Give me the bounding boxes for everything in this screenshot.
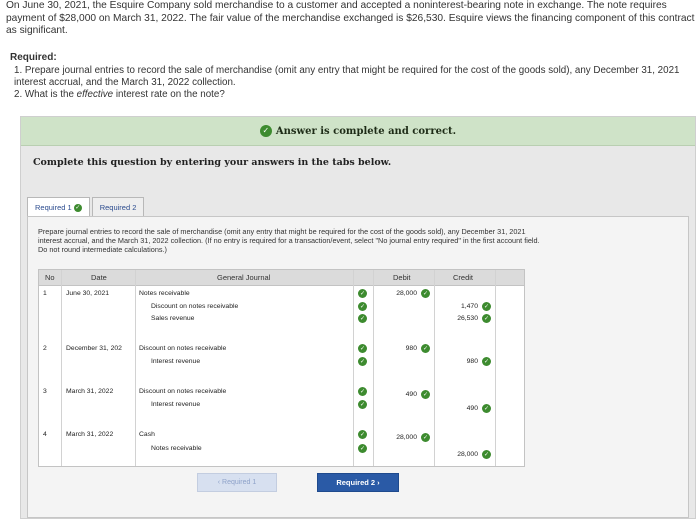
check-circle-icon: ✓	[422, 345, 429, 352]
tab-strip	[27, 197, 146, 217]
entry-date[interactable]: March 31, 2022	[66, 431, 114, 438]
required-list	[14, 65, 684, 101]
check-circle-icon: ✓	[483, 358, 490, 365]
check-circle-icon: ✓	[359, 445, 366, 452]
next-required-button[interactable]: Required 2 ›	[317, 473, 399, 492]
required-1-text: 1. Prepare journal entries to record the sale of merchandise (omit any entry that might be required for the cost of the goods sold), any December 31, 2021 interest accrual, and the March 31, 2022 collection.	[14, 65, 680, 88]
header-date: Date	[91, 273, 107, 282]
credit-field[interactable]: 1,470	[460, 303, 478, 310]
debit-field[interactable]: 28,000	[396, 434, 417, 441]
journal-instructions: Prepare journal entries to record the sale of merchandise (omit any entry that might be required for the cost of the goods sold), any December 31, 2021 interest accrual, and the March 31, 2022 collection. (If no entry is required for a transaction/event, select "No journal entry required" in the first account field. Do not round intermediate calculations.)	[38, 227, 540, 254]
prev-required-button[interactable]: ‹ Required 1	[197, 473, 277, 492]
account-field[interactable]: Sales revenue	[151, 315, 195, 322]
journal-table	[38, 269, 525, 467]
check-circle-icon: ✓	[422, 434, 429, 441]
account-field[interactable]: Discount on notes receivable	[151, 303, 239, 310]
entry-no: 1	[43, 290, 47, 297]
check-circle-icon: ✓	[75, 203, 81, 211]
account-field[interactable]: Discount on notes receivable	[139, 388, 227, 395]
check-circle-icon: ✓	[422, 391, 429, 398]
tab-required-2[interactable]: Required 2	[92, 197, 145, 217]
check-circle-icon: ✓	[359, 315, 366, 322]
complete-instruction: Complete this question by entering your answers in the tabs below.	[33, 157, 392, 168]
check-circle-icon: ✓	[359, 303, 366, 310]
credit-field[interactable]: 26,530	[457, 315, 478, 322]
account-field[interactable]: Notes receivable	[151, 445, 202, 452]
credit-field[interactable]: 490	[466, 405, 478, 412]
entry-no: 3	[43, 388, 47, 395]
check-circle-icon: ✓	[359, 345, 366, 352]
check-circle-icon: ✓	[422, 290, 429, 297]
account-field[interactable]: Discount on notes receivable	[139, 345, 227, 352]
debit-field[interactable]: 980	[405, 345, 417, 352]
required-2-text: 2. What is the effective interest rate on the note?	[14, 89, 225, 100]
chevron-left-icon: ‹	[217, 479, 223, 486]
tab-required-1[interactable]: Required 1 ✓	[27, 197, 90, 217]
entry-date[interactable]: March 31, 2022	[66, 388, 114, 395]
account-field[interactable]: Notes receivable	[139, 290, 190, 297]
check-circle-icon: ✓	[260, 125, 272, 137]
check-circle-icon: ✓	[359, 431, 366, 438]
account-field[interactable]: Cash	[139, 431, 155, 438]
check-circle-icon: ✓	[359, 401, 366, 408]
entry-date[interactable]: December 31, 202	[66, 345, 122, 352]
check-circle-icon: ✓	[359, 358, 366, 365]
header-no: No	[45, 273, 55, 282]
check-circle-icon: ✓	[483, 303, 490, 310]
check-circle-icon: ✓	[359, 290, 366, 297]
account-field[interactable]: Interest revenue	[151, 401, 201, 408]
entry-no: 2	[43, 345, 47, 352]
header-debit: Debit	[393, 273, 411, 282]
answer-status-bar	[21, 117, 695, 146]
required-heading: Required:	[10, 52, 57, 63]
answer-status-text: Answer is complete and correct.	[275, 125, 457, 137]
debit-field[interactable]: 490	[405, 391, 417, 398]
chevron-right-icon: ›	[375, 478, 380, 487]
account-field[interactable]: Interest revenue	[151, 358, 201, 365]
problem-intro: On June 30, 2021, the Esquire Company sold merchandise to a customer and accepted a noninterest-bearing note in exchange. The note requires payment of $28,000 on March 31, 2022. The fair value of the merchandise exchanged is $26,530. Esquire views the financing component of this contract as significant.	[6, 0, 695, 36]
header-general-journal: General Journal	[217, 273, 271, 282]
answer-panel	[20, 116, 696, 519]
check-circle-icon: ✓	[483, 451, 490, 458]
check-circle-icon: ✓	[359, 388, 366, 395]
debit-field[interactable]: 28,000	[396, 290, 417, 297]
journal-header-row	[39, 270, 524, 286]
credit-field[interactable]: 28,000	[457, 451, 478, 458]
entry-date[interactable]: June 30, 2021	[66, 290, 110, 297]
header-credit: Credit	[453, 273, 474, 282]
check-circle-icon: ✓	[483, 315, 490, 322]
check-circle-icon: ✓	[483, 405, 490, 412]
entry-no: 4	[43, 431, 47, 438]
credit-field[interactable]: 980	[466, 358, 478, 365]
